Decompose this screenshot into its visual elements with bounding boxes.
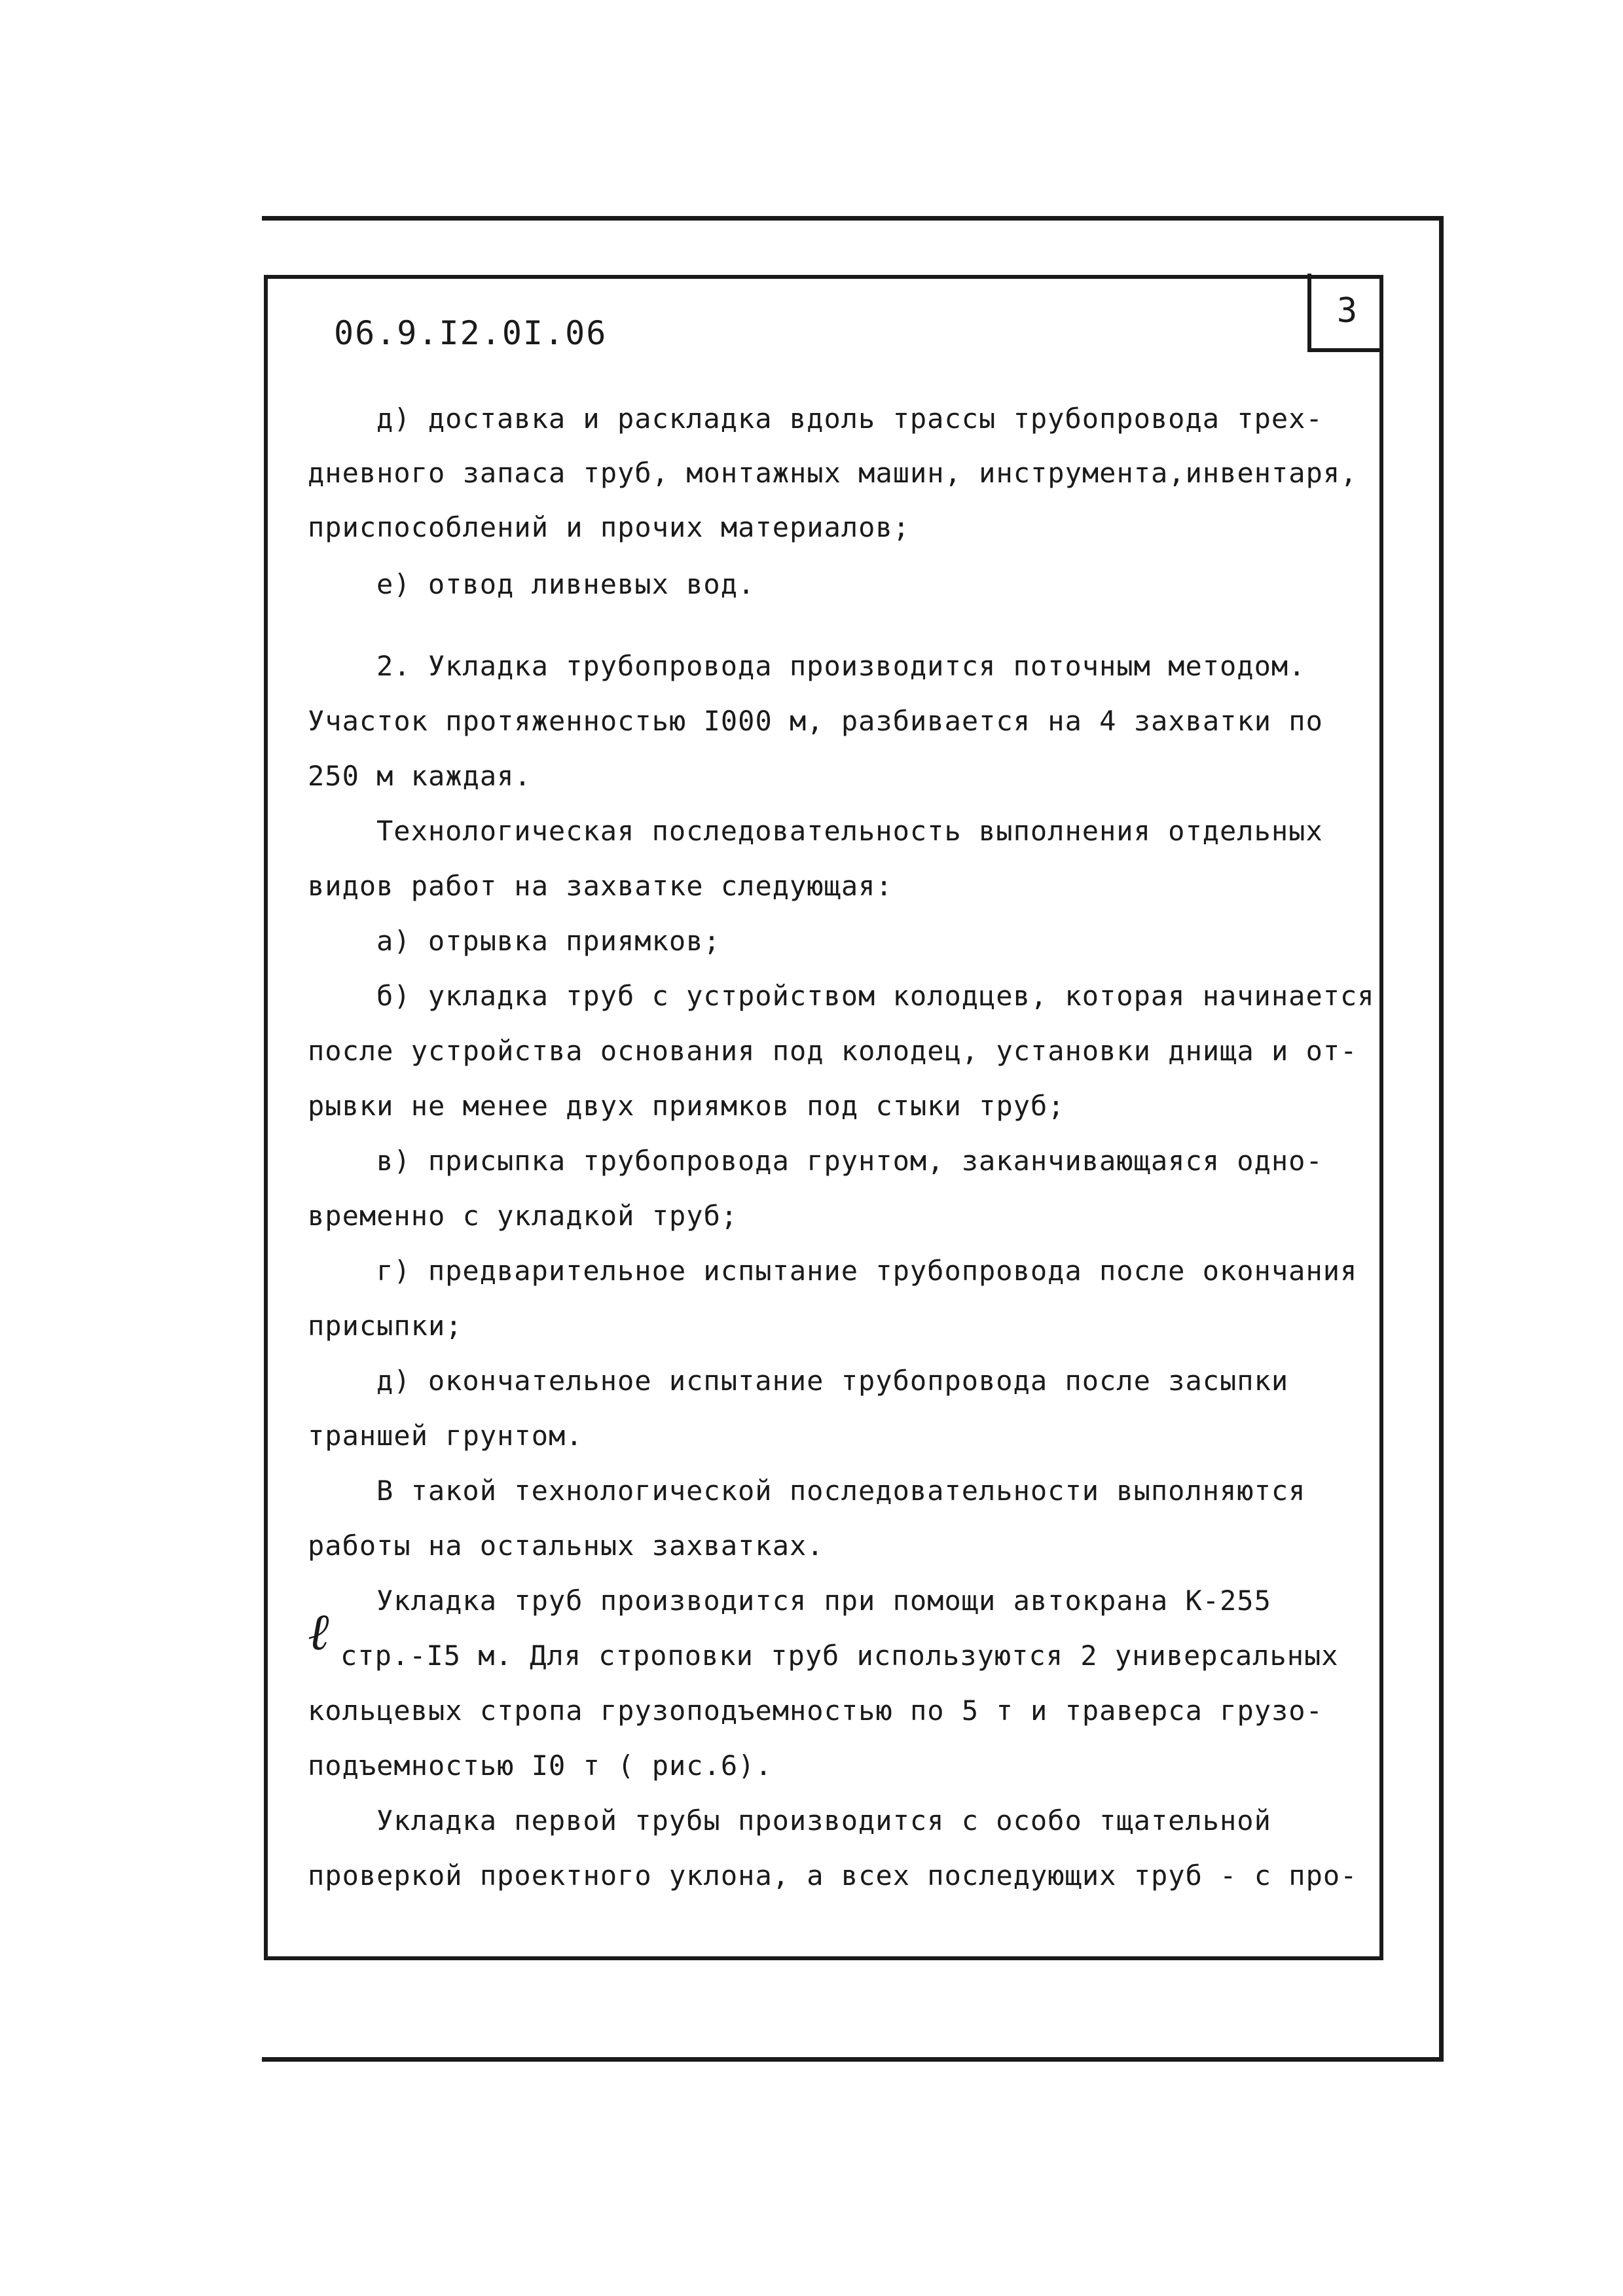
text-line: 2. Укладка трубопровода производится поточным методом. <box>376 650 1306 682</box>
text-line: Технологическая последовательность выполнения отдельных <box>376 815 1323 847</box>
text-line: временно с укладкой труб; <box>308 1200 739 1232</box>
script-l-mark: ℓ <box>308 1603 329 1662</box>
text-line: б) укладка труб с устройством колодцев, которая начинается <box>376 980 1375 1012</box>
page-number: 3 <box>1336 291 1358 331</box>
text-line: проверкой проектного уклона, а всех последующих труб - с про- <box>308 1859 1358 1892</box>
text-line: д) доставка и раскладка вдоль трассы трубопровода трех- <box>376 403 1323 435</box>
text-line: подъемностью I0 т ( рис.6). <box>308 1749 773 1782</box>
text-line: рывки не менее двух приямков под стыки труб; <box>308 1090 1065 1122</box>
text-line: видов работ на захватке следующая: <box>308 870 893 902</box>
text-line: г) предварительное испытание трубопровода после окончания <box>376 1255 1358 1287</box>
page-number-box <box>1307 274 1383 352</box>
text-line: В такой технологической последовательности выполняются <box>376 1475 1306 1507</box>
text-line: кольцевых стропа грузоподъемностью по 5 т и траверса грузо- <box>308 1695 1323 1727</box>
text-line: после устройства основания под колодец, установки днища и от- <box>308 1035 1358 1067</box>
text-line: 250 м каждая. <box>308 760 532 792</box>
text-line: а) отрывка приямков; <box>376 925 721 957</box>
text-line: приспособлений и прочих материалов; <box>308 511 911 543</box>
text-line: Укладка первой трубы производится с особо тщательной <box>376 1804 1271 1837</box>
text-line: работы на остальных захватках. <box>308 1530 824 1562</box>
text-line: стр.-I5 м. Для строповки труб используются 2 универсальных <box>340 1640 1339 1672</box>
text-line: присыпки; <box>308 1310 463 1342</box>
document-code: 06.9.I2.0I.06 <box>334 314 608 352</box>
text-line: траншей грунтом. <box>308 1420 583 1452</box>
text-line: дневного запаса труб, монтажных машин, инструмента,инвентаря, <box>308 457 1358 489</box>
text-line: Укладка труб производится при помощи автокрана К-255 <box>376 1585 1271 1617</box>
text-line: д) окончательное испытание трубопровода после засыпки <box>376 1365 1289 1397</box>
text-line: в) присыпка трубопровода грунтом, заканчивающаяся одно- <box>376 1145 1323 1177</box>
text-line: Участок протяженностью I000 м, разбивается на 4 захватки по <box>308 705 1323 737</box>
text-line: е) отвод ливневых вод. <box>376 568 756 600</box>
